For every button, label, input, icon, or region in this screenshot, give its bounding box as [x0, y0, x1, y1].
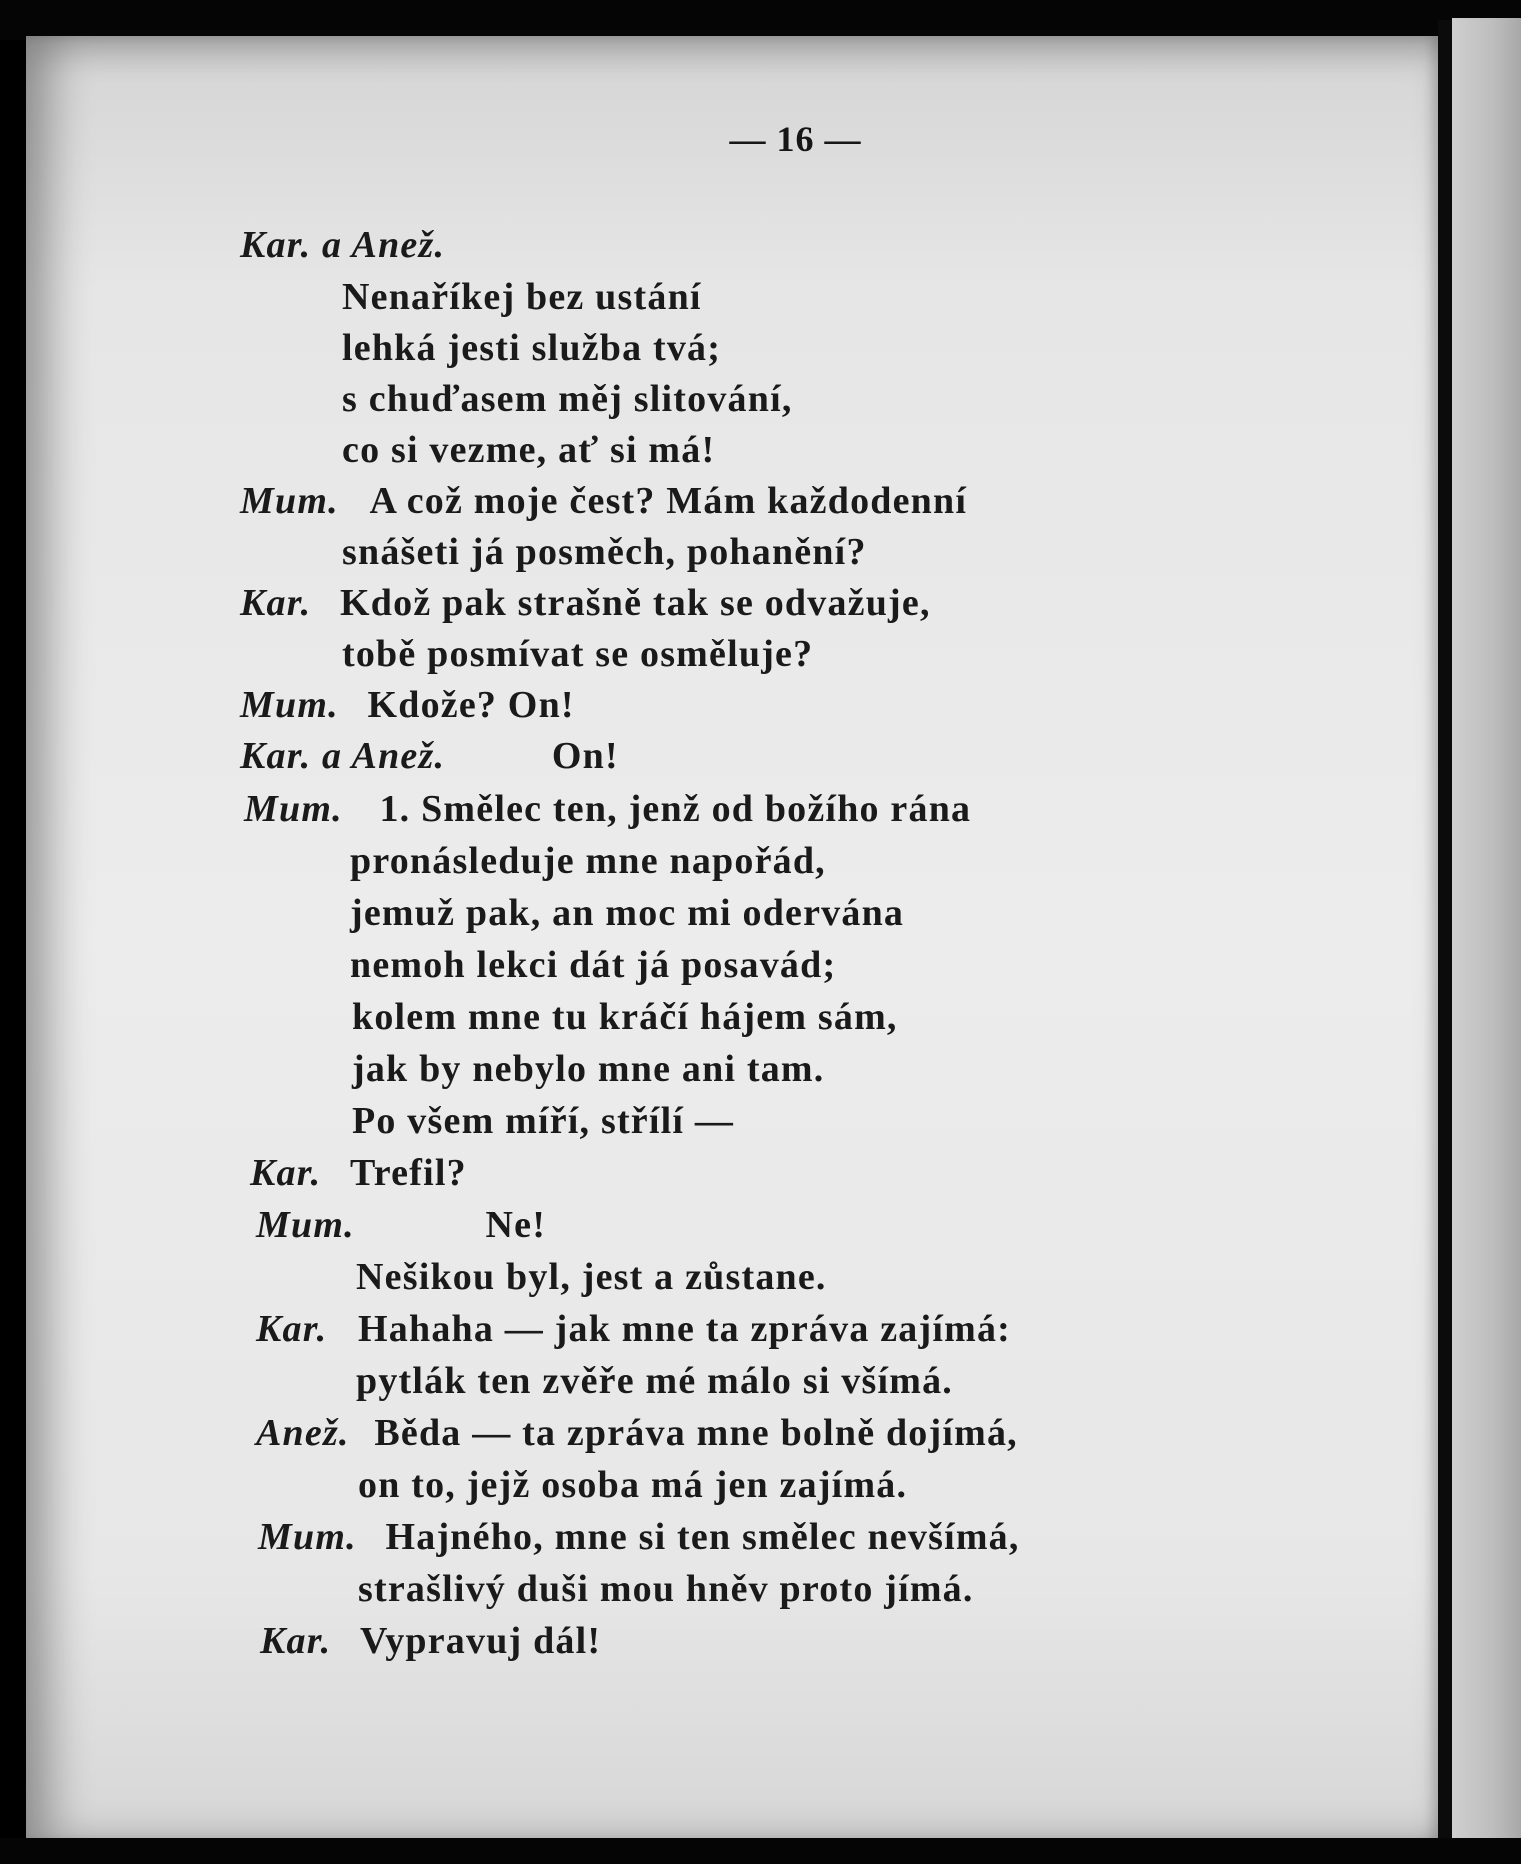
dialogue-line [256, 1304, 1011, 1354]
speaker-name: Mum. [256, 1204, 355, 1246]
line-text: Hajného, mne si ten smělec nevšímá, [385, 1516, 1020, 1558]
line-text: Trefil? [350, 1152, 467, 1194]
line-text: Ne! [485, 1204, 547, 1246]
line-text: strašlivý duši mou hněv proto jímá. [358, 1568, 974, 1610]
speaker-name: Kar. a Anež. [240, 735, 446, 777]
dialogue-line [240, 220, 445, 270]
speaker-name: Kar. [260, 1620, 332, 1662]
line-text: Kdože? On! [367, 684, 575, 726]
line-text: pytlák ten zvěře mé málo si všímá. [356, 1360, 953, 1402]
dialogue-line [358, 1564, 974, 1614]
dialogue-line [356, 1356, 953, 1406]
line-text: Vypravuj dál! [360, 1620, 602, 1662]
line-text: Hahaha — jak mne ta zpráva zajímá: [358, 1308, 1012, 1350]
dialogue-line [342, 527, 867, 577]
dialogue-line [240, 731, 619, 781]
dialogue-line [258, 1512, 1020, 1562]
dialogue-line [352, 992, 898, 1042]
line-text: pronásleduje mne napořád, [350, 840, 826, 882]
speaker-name: Mum. [258, 1516, 357, 1558]
line-text: snášeti já posměch, pohanění? [342, 531, 867, 573]
dialogue-line [256, 1408, 1018, 1458]
dialogue-line [342, 629, 813, 679]
speaker-name: Kar. a Anež. [240, 224, 446, 266]
speaker-name: Mum. [244, 788, 343, 830]
dialogue-line [342, 374, 793, 424]
line-text: lehká jesti služba tvá; [342, 327, 722, 369]
line-text: jak by nebylo mne ani tam. [352, 1048, 825, 1090]
line-text: on to, jejž osoba má jen zajímá. [358, 1464, 908, 1506]
dialogue-line [350, 888, 904, 938]
dialogue-line [352, 1096, 734, 1146]
dialogue-line [240, 476, 967, 526]
line-text: Kdož pak strašně tak se odvažuje, [340, 582, 931, 624]
page-number-text: — 16 — [729, 119, 862, 159]
line-text: Nenaříkej bez ustání [342, 276, 702, 318]
speaker-name: Anež. [256, 1412, 350, 1454]
line-text: jemuž pak, an moc mi odervána [350, 892, 905, 934]
dialogue-line [342, 425, 715, 475]
dialogue-line [342, 323, 721, 373]
line-text: tobě posmívat se osměluje? [342, 633, 814, 675]
line-text: Nešikou byl, jest a zůstane. [356, 1256, 827, 1298]
line-text: kolem mne tu kráčí hájem sám, [352, 996, 898, 1038]
line-text: 1. Smělec ten, jenž od božího rána [379, 788, 972, 830]
dialogue-line [358, 1460, 907, 1510]
speaker-name: Kar. [256, 1308, 328, 1350]
speaker-name: Mum. [240, 480, 339, 522]
line-text: co si vezme, ať si má! [342, 429, 716, 471]
dialogue-line [256, 1200, 546, 1250]
line-text: Po všem míří, střílí — [352, 1100, 735, 1142]
speaker-name: Kar. [240, 582, 312, 624]
dialogue-line [342, 272, 702, 322]
dialogue-line [350, 940, 836, 990]
line-text: nemoh lekci dát já posavád; [350, 944, 837, 986]
dialogue-line [356, 1252, 827, 1302]
dialogue-line [244, 784, 971, 834]
line-text: On! [551, 735, 619, 777]
speaker-name: Mum. [240, 684, 339, 726]
dialogue-line [240, 578, 931, 628]
speaker-name: Kar. [250, 1152, 322, 1194]
line-text: Běda — ta zpráva mne bolně dojímá, [374, 1412, 1018, 1454]
dialogue-line [240, 680, 575, 730]
dialogue-line [352, 1044, 824, 1094]
line-text: s chuďasem měj slitování, [342, 378, 793, 420]
dialogue-line [250, 1148, 467, 1198]
dialogue-line [260, 1616, 601, 1666]
dialogue-line [350, 836, 826, 886]
line-text: A což moje čest? Mám každodenní [369, 480, 968, 522]
